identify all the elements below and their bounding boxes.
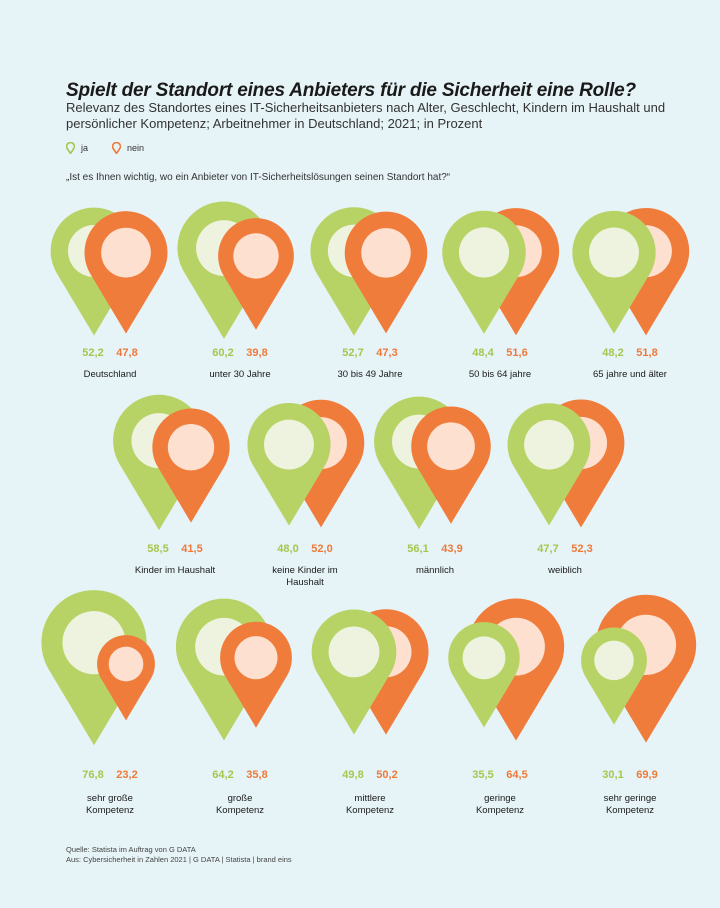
source-line-2: Aus: Cybersicherheit in Zahlen 2021 | G DATA | Statista | brand eins [66,855,292,864]
category-label: 50 bis 64 jahre [468,369,532,380]
value-label-nein: 51,6 [506,347,528,359]
nein-pin-core [109,647,144,682]
ja-pin-core [459,227,509,277]
legend-label-nein: nein [127,143,145,153]
value-label-ja: 35,5 [472,769,494,781]
nein-pin-core [234,636,277,679]
ja-pin-core [329,626,380,677]
nein-pin-core [168,424,214,470]
value-label-ja: 49,8 [342,769,364,781]
pin-group [247,400,364,528]
category-label: sehr große [87,793,133,804]
ja-pin-core [589,228,639,278]
value-label-nein: 69,9 [636,769,658,781]
value-label-nein: 50,2 [376,769,398,781]
ja-pin-core [463,636,506,679]
nein-pin-core [361,228,411,278]
ja-pin-core [524,420,574,470]
pin-group [448,598,564,740]
value-label-ja: 48,2 [602,347,624,359]
value-label-nein: 35,8 [246,769,268,781]
pin-group [176,599,292,741]
chart-subtitle: Relevanz des Standortes eines IT-Sicherheitsanbieters nach Alter, Geschlecht, Kindern im Haushalt und persönlicher Kompetenz; Arbeitnehmer in Deutschland; 2021; in Prozent [66,100,666,131]
pin-group [442,208,559,335]
value-label-ja: 48,4 [472,347,494,359]
pin-group [51,208,168,336]
category-label: 30 bis 49 Jahre [337,369,403,380]
source-line-1: Quelle: Statista im Auftrag von G DATA [66,845,196,854]
value-label-ja: 52,7 [342,347,364,359]
category-label: weiblich [548,565,582,576]
category-label: Kompetenz [475,805,525,816]
pin-group [177,202,293,339]
category-label: mittlere [354,793,386,804]
value-label-nein: 52,3 [571,543,593,555]
value-label-nein: 64,5 [506,769,528,781]
survey-question: „Ist es Ihnen wichtig, wo ein Anbieter von IT-Sicherheitslösungen seinen Standort hat?“ [66,172,451,183]
category-label: keine Kinder im [272,565,338,576]
category-label: 65 jahre und älter [593,369,667,380]
category-label: männlich [415,565,455,576]
value-label-nein: 52,0 [311,543,333,555]
value-label-ja: 76,8 [82,769,104,781]
pin-group [310,207,427,335]
value-label-nein: 51,8 [636,347,658,359]
pin-group [113,395,230,530]
category-label: Kinder im Haushalt [134,565,216,576]
value-label-nein: 47,8 [116,347,138,359]
category-label: Deutschland [83,369,137,380]
value-label-nein: 39,8 [246,347,268,359]
value-label-nein: 43,9 [441,543,463,555]
category-label: geringe [484,793,516,804]
category-label: sehr geringe [603,793,657,804]
pin-group [312,609,429,734]
value-label-ja: 52,2 [82,347,104,359]
value-label-nein: 41,5 [181,543,203,555]
ja-pin-core [594,641,634,681]
value-label-ja: 58,5 [147,543,169,555]
ja-pin-core [264,420,314,470]
nein-pin-core [427,422,475,470]
source [66,845,292,865]
value-label-ja: 64,2 [212,769,234,781]
pin-group [41,590,154,745]
value-label-nein: 47,3 [376,347,398,359]
category-label: Kompetenz [85,805,135,816]
value-label-ja: 47,7 [537,543,559,555]
value-label-nein: 23,2 [116,769,138,781]
pin-group [572,208,689,335]
category-label: Kompetenz [345,805,395,816]
pin-group [581,595,696,743]
value-label-ja: 30,1 [602,769,624,781]
legend-label-ja: ja [81,143,89,153]
pin-group [508,400,625,528]
nein-pin-core [101,228,151,278]
category-label: Haushalt [286,577,324,588]
value-label-ja: 56,1 [407,543,429,555]
category-label: Kompetenz [215,805,265,816]
category-label: Kompetenz [605,805,655,816]
value-label-ja: 60,2 [212,347,234,359]
pin-group [374,397,491,530]
nein-pin-core [233,233,278,278]
chart-title: Spielt der Standort eines Anbieters für die Sicherheit eine Rolle? [66,80,636,101]
category-label: große [227,793,253,804]
value-label-ja: 48,0 [277,543,299,555]
category-label: unter 30 Jahre [209,369,271,380]
